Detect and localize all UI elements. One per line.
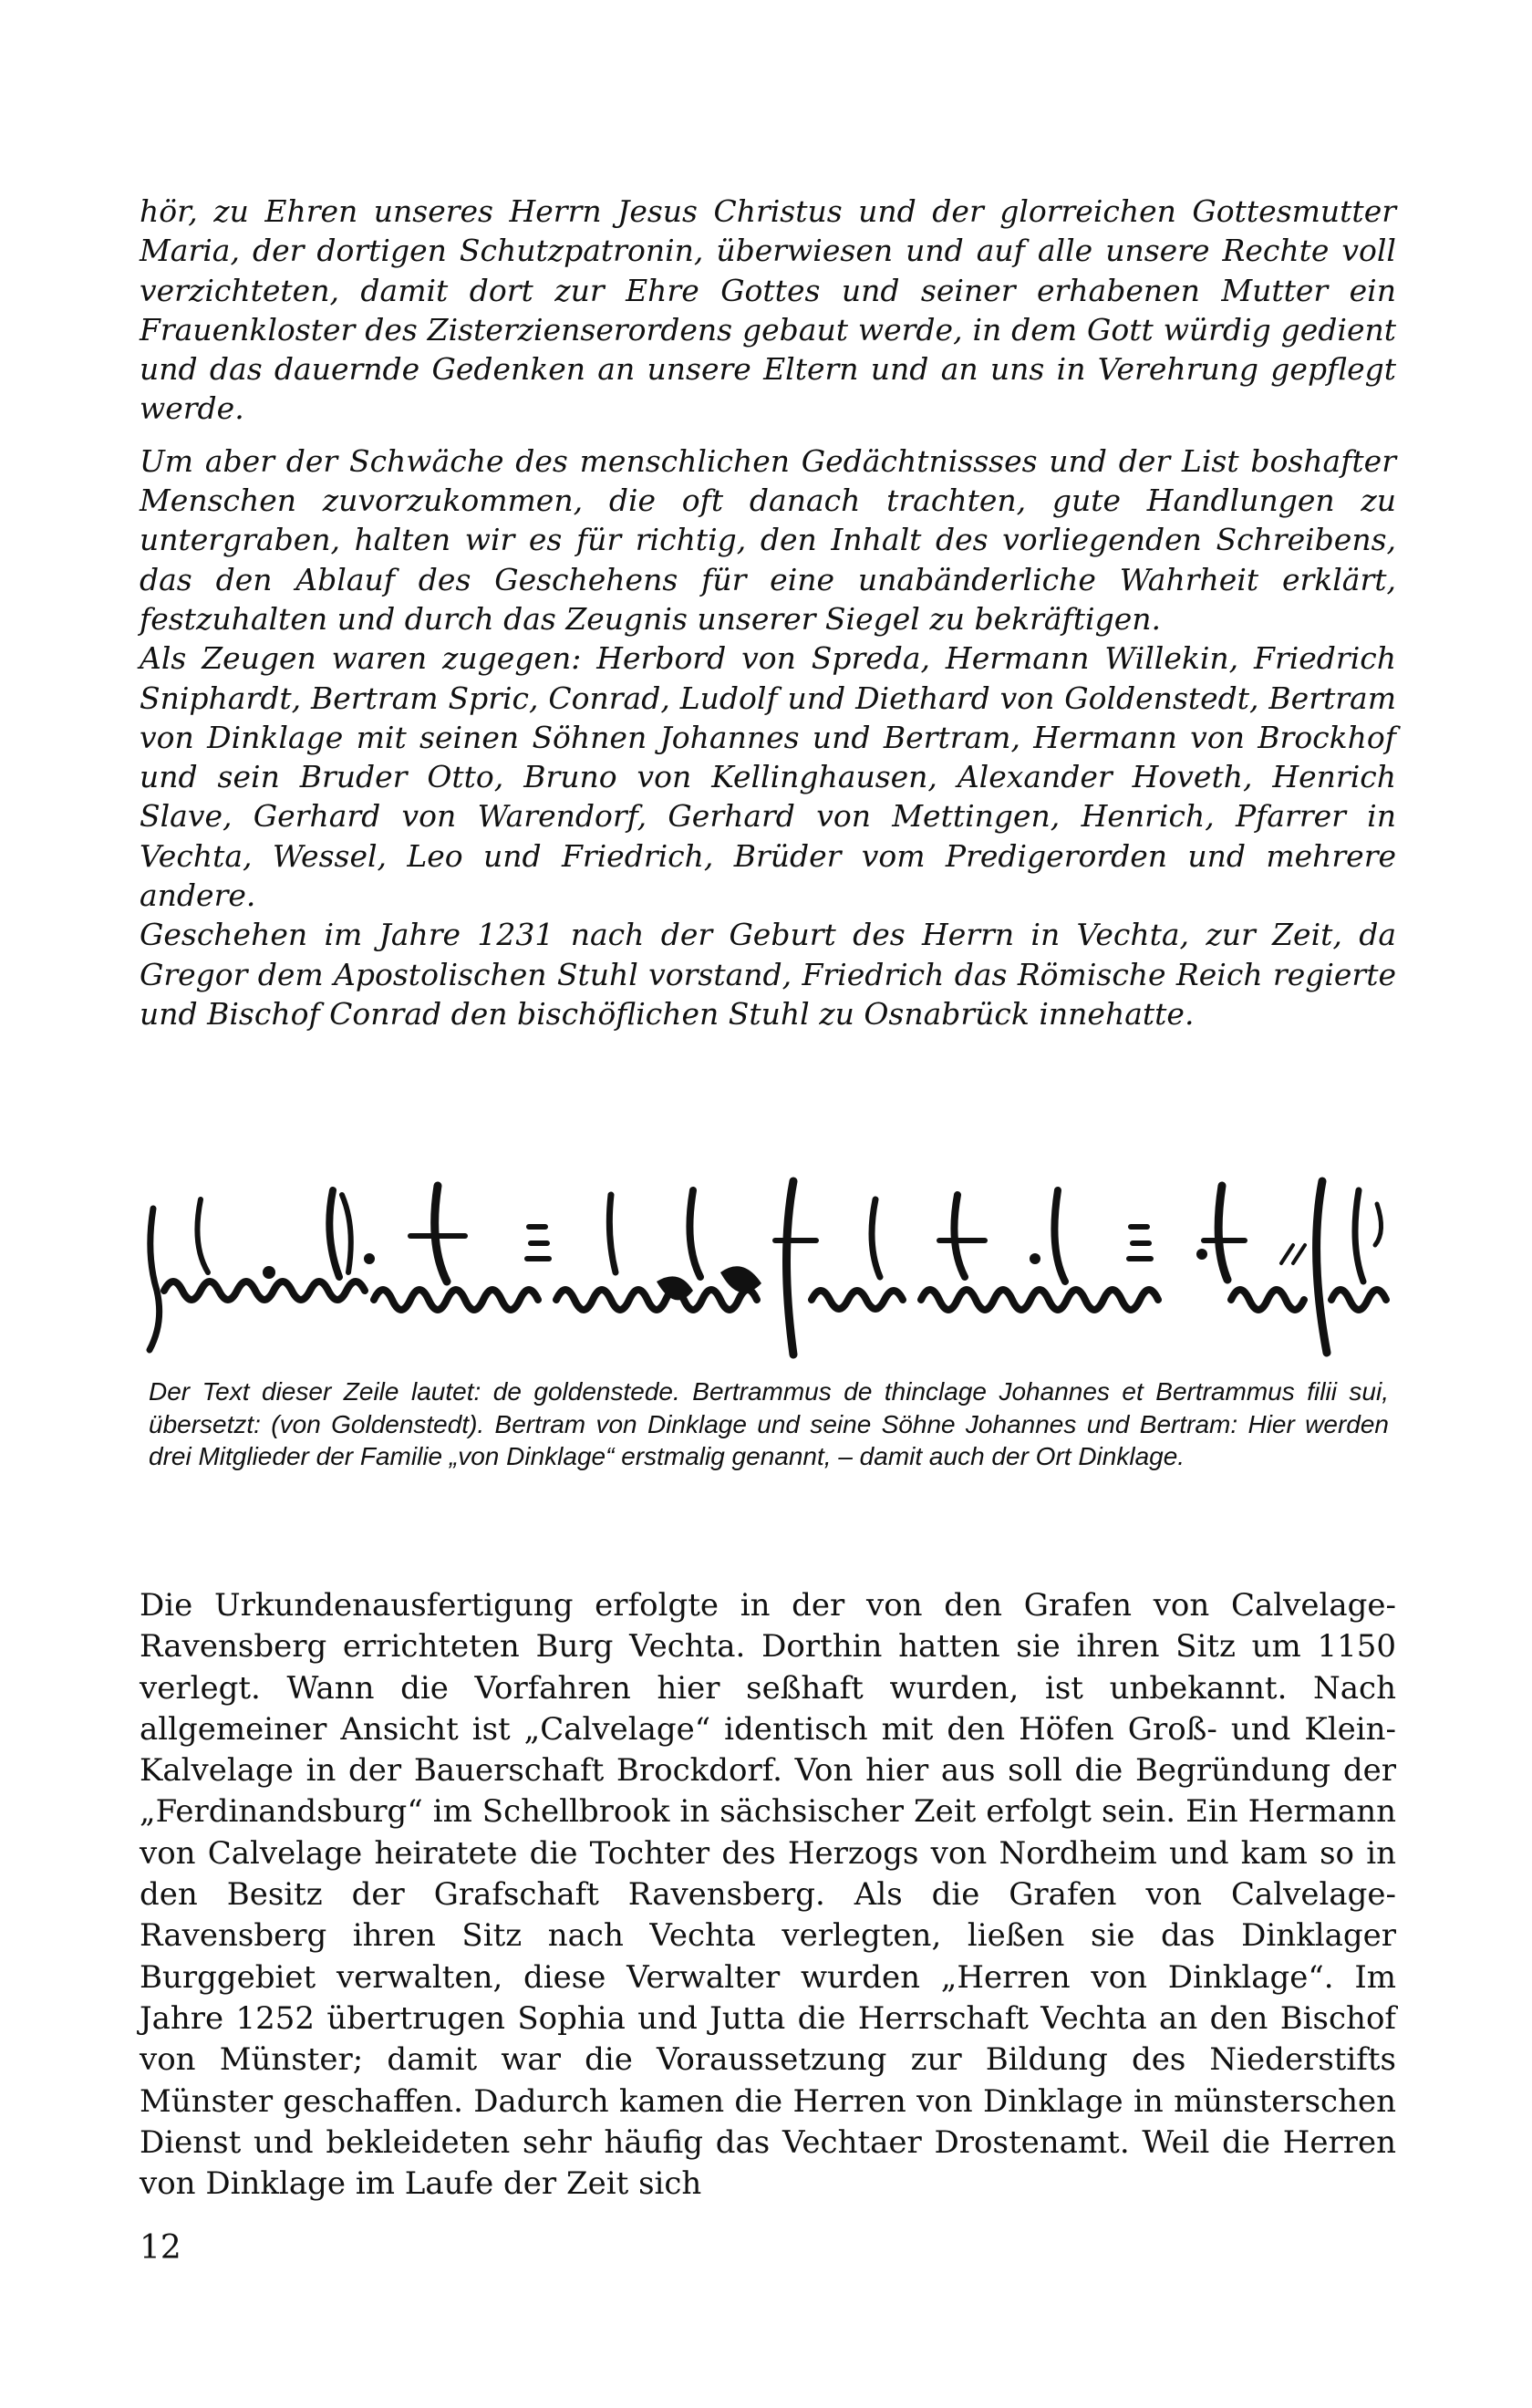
body-paragraph: Die Urkundenausfertigung erfolgte in der von den Grafen von Calvelage-Ravensberg errichteten Burg Vechta. Dorthin hatten sie ihren Sitz um 1150 verlegt. Wann die Vorfahren hier seßhaft wurden, ist unbekannt. Nach allgemeiner Ansicht ist „Calvelage“ identisch mit den Höfen Groß- und Klein-Kalvelage in der Bauerschaft Brockdorf. Von hier aus soll die Begründung der „Ferdinandsburg“ im Schellbrook in sächsischer Zeit erfolgt sein. Ein Hermann von Calvelage heiratete die Tochter des Herzogs von Nordheim und kam so in den Besitz der Grafschaft Ravensberg. Als die Grafen von Calvelage-Ravensberg ihren Sitz nach Vechta verlegten, ließen sie das Dinklager Burggebiet verwalten, diese Verwalter wurden „Herren von Dinklage“. Im Jahre 1252 übertrugen Sophia und Jutta die Herrschaft Vechta an den Bischof von Münster; damit war die Voraussetzung zur Bildung des Niederstifts Münster geschaffen. Dadurch kamen die Herren von Dinklage in münsterschen Dienst und bekleideten sehr häufig das Vechtaer Drostenamt. Weil die Herren von Dinklage im Laufe der Zeit sich [140,1587,1396,2203]
manuscript-line-image [137,1172,1404,1359]
charter-paragraph-date: Geschehen im Jahre 1231 nach der Geburt des Herrn in Vechta, zur Zeit, da Gregor dem Apostolischen Stuhl vorstand, Friedrich das Römische Reich regierte und Bischof Conrad den bischöflichen Stuhl zu Osnabrück innehatte. [140,917,1396,1032]
charter-paragraph-witnesses: Als Zeugen waren zugegen: Herbord von Spreda, Hermann Willekin, Friedrich Sniphardt, Bertram Spric, Conrad, Ludolf und Diethard von Goldenstedt, Bertram von Dinklage mit seinen Söhnen Johannes und Bertram, Hermann von Brockhof und sein Bruder Otto, Bruno von Kellinghausen, Alexander Hoveth, Henrich Slave, Gerhard von Warendorf, Gerhard von Mettingen, Henrich, Pfarrer in Vechta, Wessel, Leo und Friedrich, Brüder vom Predigerorden und mehrere andere. [140,640,1396,914]
charter-paragraph-2: Um aber der Schwäche des menschlichen Gedächtnissses und der List boshafter Menschen zuvorzukommen, die oft danach trachten, gute Handlungen zu untergraben, halten wir es für richtig, den Inhalt des vorliegenden Schreibens, das den Ablauf des Geschehens für eine unabänderliche Wahrheit erklärt, festzuhalten und durch das Zeugnis unserer Siegel zu bekräftigen. [140,442,1396,637]
translated-charter-text [140,192,1396,1033]
manuscript-caption: Der Text dieser Zeile lautet: de goldenstede. Bertrammus de thinclage Johannes et Bertrammus filii sui, übersetzt: (von Goldenstedt). Bertram von Dinklage und seine Söhne Johannes und Bertram: Hier werden drei Mitglieder der Familie „von Dinklage“ erstmalig genannt, – damit auch der Ort Dinklage. [149,1377,1389,1470]
charter-paragraph-1: hör, zu Ehren unseres Herrn Jesus Christus und der glorreichen Gottesmutter Maria, der dortigen Schutzpatronin, überwiesen und auf alle unsere Rechte voll verzichteten, damit dort zur Ehre Gottes und seiner erhabenen Mutter ein Frauenkloster des Zisterzienserordens gebaut werde, in dem Gott würdig gedient und das dauernde Gedenken an unsere Eltern und an uns in Verehrung gepflegt werde. [140,193,1396,427]
page-number: 12 [140,2229,181,2267]
